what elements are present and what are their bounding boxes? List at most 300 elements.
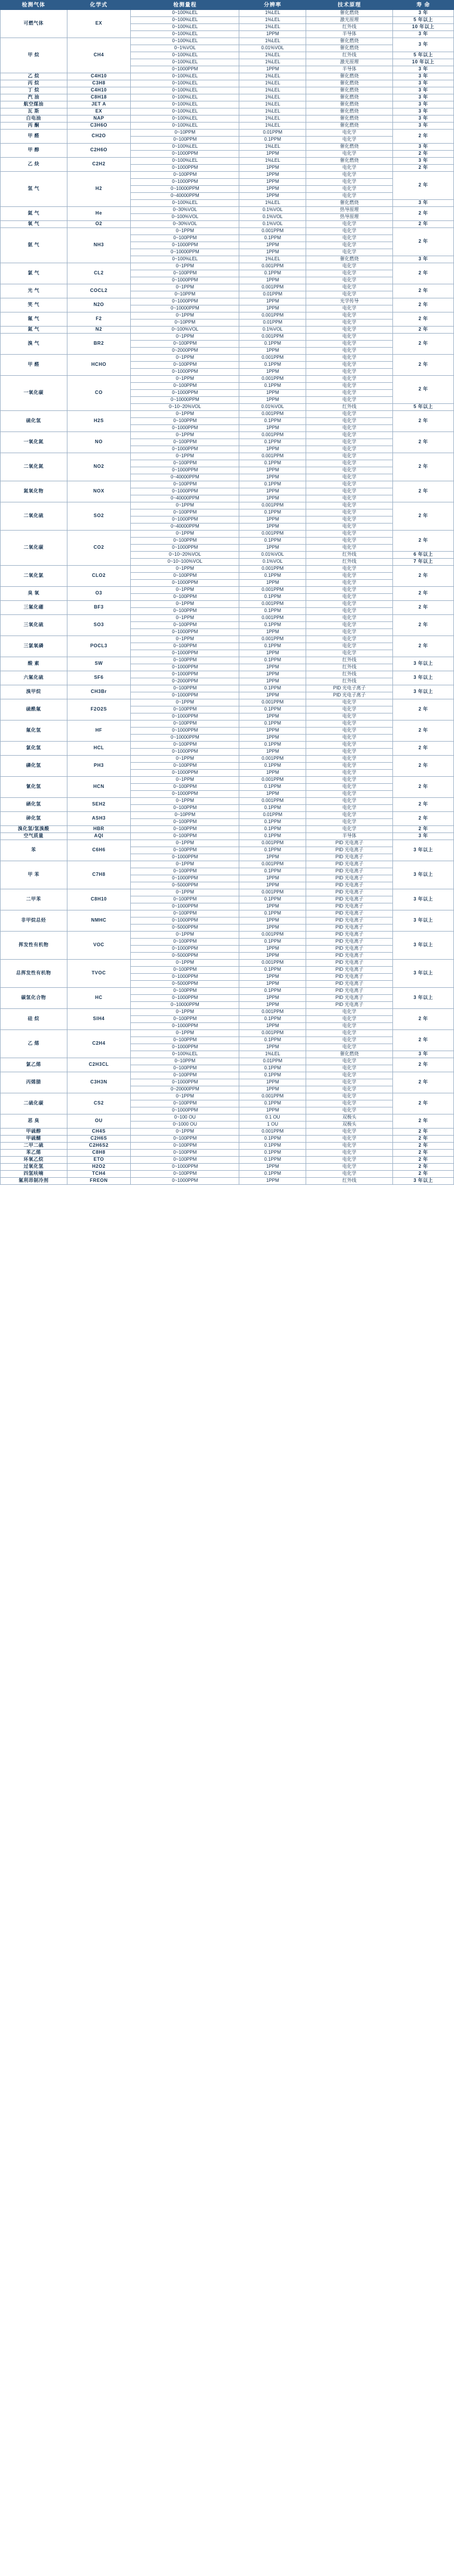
gas-name-cell: 甲硫醇 [1,1129,67,1136]
range-cell: 0~100PPM [131,1065,239,1072]
technology-cell: 电化学 [306,467,393,474]
lifetime-cell: 3 年 [393,80,454,87]
range-cell: 0~1PPM [131,566,239,573]
gas-name-cell: 乙 烷 [1,73,67,80]
gas-name-cell: 丙 酮 [1,123,67,130]
resolution-cell: 0.001PPM [239,263,306,270]
technology-cell: 电化学 [306,186,393,193]
formula-cell: NMHC [67,910,131,932]
lifetime-cell: 2 年 [393,699,454,721]
table-row [1,615,454,622]
range-cell: 0~1PPM [131,615,239,622]
range-cell: 0~100%LEL [131,59,239,66]
range-cell: 0~1000PPM [131,692,239,699]
resolution-cell: 0.01PPM [239,130,306,137]
range-cell: 0~100PPM [131,1136,239,1143]
gas-name-cell: 六氟化硫 [1,671,67,685]
technology-cell: 电化学 [306,228,393,235]
resolution-cell: 1PPM [239,925,306,932]
technology-cell: 电化学 [306,706,393,713]
technology-cell: 电化学 [306,305,393,312]
technology-cell: 红外线 [306,24,393,31]
formula-cell: SEH2 [67,798,131,812]
technology-cell: 电化学 [306,172,393,179]
table-row [1,1009,454,1016]
resolution-cell: 1PPM [239,678,306,685]
formula-cell: NAP [67,115,131,123]
resolution-cell: 0.1PPM [239,270,306,277]
gas-name-cell: 氧 气 [1,221,67,228]
lifetime-cell: 2 年 [393,1009,454,1030]
lifetime-cell: 2 年 [393,531,454,552]
resolution-cell: 1PPM [239,425,306,432]
resolution-cell: 0.01%VOL [239,552,306,559]
formula-cell: TCH4 [67,1171,131,1178]
range-cell: 0~1000PPM [131,1107,239,1114]
lifetime-cell: 2 年 [393,721,454,742]
resolution-cell: 1PPM [239,545,306,552]
technology-cell: PID 光电离子 [306,995,393,1002]
technology-cell: 电化学 [306,348,393,355]
technology-cell: 光学传导 [306,298,393,305]
formula-cell: CH4 [67,38,131,73]
gas-name-cell: 甲 醇 [1,144,67,158]
gas-name-cell: 氟化氢 [1,721,67,742]
table-row [1,636,454,643]
formula-cell: SW [67,657,131,671]
formula-cell: TVOC [67,960,131,988]
resolution-cell: 0.1PPM [239,594,306,601]
formula-cell: C4H10 [67,87,131,94]
gas-name-cell: 三氯氧磷 [1,636,67,657]
technology-cell: 催化燃烧 [306,108,393,115]
technology-cell: 催化燃烧 [306,94,393,101]
range-cell: 0~1PPM [131,228,239,235]
resolution-cell: 0.1PPM [239,439,306,446]
lifetime-cell: 2 年 [393,221,454,228]
technology-cell: 电化学 [306,362,393,369]
technology-cell: 电化学 [306,453,393,460]
resolution-cell: 0.1PPM [239,1016,306,1023]
range-cell: 0~10000PPM [131,1002,239,1009]
formula-cell: AQI [67,833,131,840]
lifetime-cell: 2 年 [393,172,454,200]
gas-name-cell: 溴甲烷 [1,685,67,699]
range-cell: 0~1PPM [131,1009,239,1016]
lifetime-cell: 2 年 [393,756,454,777]
table-row [1,566,454,573]
formula-cell: F2 [67,312,131,327]
lifetime-cell: 3 年 [393,10,454,17]
resolution-cell: 0.1PPM [239,784,306,791]
range-cell: 0~1000PPM [131,1079,239,1086]
resolution-cell: 1PPM [239,1178,306,1185]
range-cell: 0~1PPM [131,777,239,784]
resolution-cell: 1%LEL [239,200,306,207]
range-cell: 0~1PPM [131,960,239,967]
range-cell: 0~1PPM [131,411,239,418]
gas-name-cell: 甲 醛 [1,130,67,144]
technology-cell: PID 光电离子 [306,939,393,946]
lifetime-cell: 2 年 [393,777,454,798]
range-cell: 0~1000PPM [131,1044,239,1051]
formula-cell: F2O2S [67,699,131,721]
resolution-cell: 1PPM [239,1044,306,1051]
range-cell: 0~100%LEL [131,108,239,115]
technology-cell: PID 光电离子 [306,946,393,953]
technology-cell: 热导原理 [306,207,393,214]
technology-cell: 电化学 [306,1107,393,1114]
technology-cell: 电化学 [306,608,393,615]
range-cell: 0~10PPM [131,1058,239,1065]
table-row [1,1178,454,1185]
lifetime-cell: 3 年 [393,123,454,130]
resolution-cell: 1PPM [239,953,306,960]
lifetime-cell: 2 年 [393,742,454,756]
technology-cell: 电化学 [306,502,393,509]
range-cell: 0~100%LEL [131,17,239,24]
lifetime-cell: 3 年 [393,833,454,840]
gas-name-cell: 硅 烷 [1,1009,67,1030]
range-cell: 0~100%LEL [131,158,239,165]
lifetime-cell: 2 年 [393,601,454,615]
technology-cell: 电化学 [306,516,393,524]
technology-cell: 催化燃烧 [306,158,393,165]
gas-name-cell: 乙 烯 [1,1030,67,1058]
lifetime-cell: 10 年以上 [393,24,454,31]
resolution-cell: 1PPM [239,629,306,636]
range-cell: 0~100%LEL [131,200,239,207]
resolution-cell: 1%LEL [239,108,306,115]
table-row [1,10,454,17]
technology-cell: 红外线 [306,657,393,664]
technology-cell: 激光原理 [306,59,393,66]
technology-cell: PID 光电离子 [306,854,393,861]
technology-cell: 电化学 [306,327,393,334]
range-cell: 0~1000PPM [131,151,239,158]
formula-cell: EX [67,108,131,115]
table-row [1,1030,454,1037]
range-cell: 0~100PPM [131,1143,239,1150]
table-row [1,334,454,341]
lifetime-cell: 3 年 [393,115,454,123]
range-cell: 0~100PPM [131,1157,239,1164]
range-cell: 0~100PPM [131,235,239,242]
technology-cell: 红外线 [306,1178,393,1185]
technology-cell: 红外线 [306,664,393,671]
technology-cell: 电化学 [306,235,393,242]
range-cell: 0~100PPM [131,1100,239,1107]
lifetime-cell: 5 年以上 [393,404,454,411]
lifetime-cell: 3 年以上 [393,671,454,685]
technology-cell: 电化学 [306,460,393,467]
table-row [1,671,454,678]
technology-cell: 红外线 [306,552,393,559]
range-cell: 0~100PPM [131,833,239,840]
technology-cell: PID 光电离子 [306,932,393,939]
resolution-cell: 1PPM [239,854,306,861]
lifetime-cell: 2 年 [393,1072,454,1093]
formula-cell: EX [67,10,131,38]
range-cell: 0~100PPM [131,418,239,425]
resolution-cell: 1%LEL [239,59,306,66]
resolution-cell: 0.001PPM [239,376,306,383]
lifetime-cell: 3 年 [393,94,454,101]
technology-cell: 电化学 [306,531,393,538]
resolution-cell: 1PPM [239,791,306,798]
range-cell: 0~1000PPM [131,650,239,657]
range-cell: 0~100%LEL [131,10,239,17]
gas-name-cell: 一氧化碳 [1,376,67,411]
range-cell: 0~30%VOL [131,207,239,214]
formula-cell: NO [67,432,131,453]
technology-cell: 催化燃烧 [306,73,393,80]
gas-name-cell: 一氧化氮 [1,432,67,453]
table-row [1,94,454,101]
resolution-cell: 1%LEL [239,80,306,87]
lifetime-cell: 2 年 [393,1164,454,1171]
technology-cell: 红外线 [306,678,393,685]
technology-cell: 电化学 [306,587,393,594]
resolution-cell: 0.1%VOL [239,221,306,228]
lifetime-cell: 2 年 [393,812,454,826]
gas-name-cell: 氨 气 [1,228,67,263]
technology-cell: 电化学 [306,770,393,777]
resolution-cell: 1PPM [239,917,306,925]
range-cell: 0~100PPM [131,481,239,488]
technology-cell: 电化学 [306,777,393,784]
formula-cell: CH3Br [67,685,131,699]
table-row [1,144,454,151]
resolution-cell: 0.1PPM [239,235,306,242]
table-row [1,1114,454,1122]
range-cell: 0~100PPM [131,172,239,179]
resolution-cell: 0.1PPM [239,1136,306,1143]
col-lifetime: 寿 命 [393,1,454,10]
lifetime-cell: 2 年 [393,826,454,833]
technology-cell: 电化学 [306,439,393,446]
table-row [1,777,454,784]
resolution-cell: 1PPM [239,516,306,524]
range-cell: 0~10~100%VOL [131,559,239,566]
gas-name-cell: 恶 臭 [1,1114,67,1129]
range-cell: 0~30%VOL [131,221,239,228]
range-cell: 0~2000PPM [131,678,239,685]
lifetime-cell: 2 年 [393,1143,454,1150]
technology-cell: 电化学 [306,193,393,200]
table-row [1,988,454,995]
resolution-cell: 0.001PPM [239,432,306,439]
range-cell: 0~100%LEL [131,24,239,31]
gas-name-cell: 硫酰氟 [1,699,67,721]
resolution-cell: 1%LEL [239,73,306,80]
range-cell: 0~1000 OU [131,1122,239,1129]
technology-cell: 半导体 [306,31,393,38]
lifetime-cell: 3 年 [393,87,454,94]
resolution-cell: 1PPM [239,446,306,453]
range-cell: 0~100PPM [131,622,239,629]
range-cell: 0~1000PPM [131,629,239,636]
resolution-cell: 0.1PPM [239,685,306,692]
range-cell: 0~10000PPM [131,735,239,742]
lifetime-cell: 2 年 [393,1136,454,1143]
lifetime-cell: 2 年 [393,1157,454,1164]
range-cell: 0~100PPM [131,988,239,995]
technology-cell: 电化学 [306,509,393,516]
resolution-cell: 1%LEL [239,17,306,24]
technology-cell: 电化学 [306,756,393,763]
formula-cell: NH3 [67,228,131,263]
lifetime-cell: 2 年 [393,355,454,376]
gas-name-cell: 甲 醛 [1,355,67,376]
resolution-cell: 0.001PPM [239,284,306,291]
technology-cell: 催化燃烧 [306,1051,393,1058]
technology-cell: 电化学 [306,291,393,298]
resolution-cell: 0.1PPM [239,1150,306,1157]
technology-cell: 电化学 [306,446,393,453]
header-row [1,1,454,10]
resolution-cell: 0.001PPM [239,756,306,763]
gas-name-cell: 磷化氢 [1,756,67,777]
technology-cell: 红外线 [306,404,393,411]
formula-cell: HC [67,988,131,1009]
formula-cell: C3H6O [67,123,131,130]
resolution-cell: 1PPM [239,467,306,474]
range-cell: 0~100%VOL [131,327,239,334]
range-cell: 0~1PPM [131,1030,239,1037]
resolution-cell: 1PPM [239,1023,306,1030]
technology-cell: 催化燃烧 [306,256,393,263]
range-cell: 0~100PPM [131,1171,239,1178]
technology-cell: 电化学 [306,643,393,650]
gas-name-cell: 氯化氢 [1,742,67,756]
resolution-cell: 0.001PPM [239,840,306,847]
range-cell: 0~10000PPM [131,397,239,404]
formula-cell: BF3 [67,601,131,615]
resolution-cell: 0.1PPM [239,721,306,728]
formula-cell: C6H6 [67,840,131,861]
technology-cell: 半导体 [306,833,393,840]
table-row [1,657,454,664]
gas-name-cell: 笑 气 [1,298,67,312]
range-cell: 0~10~20%VOL [131,552,239,559]
lifetime-cell: 2 年 [393,1030,454,1051]
technology-cell: 热导原理 [306,214,393,221]
gas-name-cell: 氢 气 [1,172,67,207]
resolution-cell: 0.01PPM [239,320,306,327]
range-cell: 0~100PPM [131,763,239,770]
range-cell: 0~100%LEL [131,73,239,80]
resolution-cell: 0.001PPM [239,1129,306,1136]
gas-name-cell: 白电油 [1,115,67,123]
range-cell: 0~100%LEL [131,115,239,123]
gas-name-cell: 二氧化氯 [1,566,67,587]
range-cell: 0~5000PPM [131,953,239,960]
resolution-cell: 0.1PPM [239,1072,306,1079]
formula-cell: NO2 [67,453,131,481]
technology-cell: PID 光电离子 [306,840,393,847]
table-row [1,298,454,305]
formula-cell: OU [67,1114,131,1129]
range-cell: 0~1PPM [131,531,239,538]
resolution-cell: 0.1PPM [239,1171,306,1178]
range-cell: 0~1000PPM [131,66,239,73]
range-cell: 0~100PPM [131,137,239,144]
lifetime-cell: 2 年 [393,228,454,256]
gas-name-cell: 乙 炔 [1,158,67,172]
formula-cell: C2H3CL [67,1058,131,1072]
lifetime-cell: 2 年 [393,130,454,144]
technology-cell: 电化学 [306,151,393,158]
range-cell: 0~10PPM [131,291,239,298]
gas-name-cell: 硫化氢 [1,411,67,432]
lifetime-cell: 3 年以上 [393,910,454,932]
technology-cell: 电化学 [306,1030,393,1037]
range-cell: 0~100%LEL [131,144,239,151]
formula-cell: CLO2 [67,566,131,587]
range-cell: 0~1000PPM [131,770,239,777]
table-row [1,1150,454,1157]
resolution-cell: 0.001PPM [239,932,306,939]
table-row [1,601,454,608]
lifetime-cell: 3 年 [393,144,454,151]
gas-name-cell: 硒化氢 [1,798,67,812]
formula-cell: C2H6S [67,1136,131,1143]
technology-cell: 电化学 [306,137,393,144]
table-row [1,172,454,179]
resolution-cell: 1PPM [239,903,306,910]
technology-cell: 电化学 [306,784,393,791]
range-cell: 0~100%LEL [131,52,239,59]
technology-cell: 电化学 [306,249,393,256]
range-cell: 0~1000PPM [131,165,239,172]
resolution-cell: 1PPM [239,671,306,678]
table-row [1,826,454,833]
lifetime-cell: 3 年以上 [393,932,454,960]
range-cell: 0~1000PPM [131,974,239,981]
formula-cell: C7H8 [67,861,131,889]
col-range: 检测量程 [131,1,239,10]
range-cell: 0~1000PPM [131,425,239,432]
resolution-cell: 1PPM [239,369,306,376]
technology-cell: 电化学 [306,242,393,249]
range-cell: 0~2000PPM [131,348,239,355]
technology-cell: 电化学 [306,594,393,601]
resolution-cell: 1PPM [239,974,306,981]
range-cell: 0~100PPM [131,967,239,974]
table-row [1,1136,454,1143]
range-cell: 0~1PPM [131,601,239,608]
resolution-cell: 1PPM [239,1086,306,1093]
lifetime-cell: 2 年 [393,165,454,172]
range-cell: 0~1PPM [131,699,239,706]
table-row [1,432,454,439]
technology-cell: 电化学 [306,334,393,341]
table-row [1,756,454,763]
gas-name-cell: 臭 氧 [1,587,67,601]
formula-cell: JET A [67,101,131,108]
technology-cell: 催化燃烧 [306,10,393,17]
resolution-cell: 0.001PPM [239,1009,306,1016]
table-row [1,960,454,967]
resolution-cell: 0.001PPM [239,502,306,509]
resolution-cell: 1PPM [239,735,306,742]
formula-cell: HCL [67,742,131,756]
resolution-cell: 0.001PPM [239,889,306,896]
table-row [1,502,454,509]
table-row [1,355,454,362]
range-cell: 0~1000PPM [131,242,239,249]
